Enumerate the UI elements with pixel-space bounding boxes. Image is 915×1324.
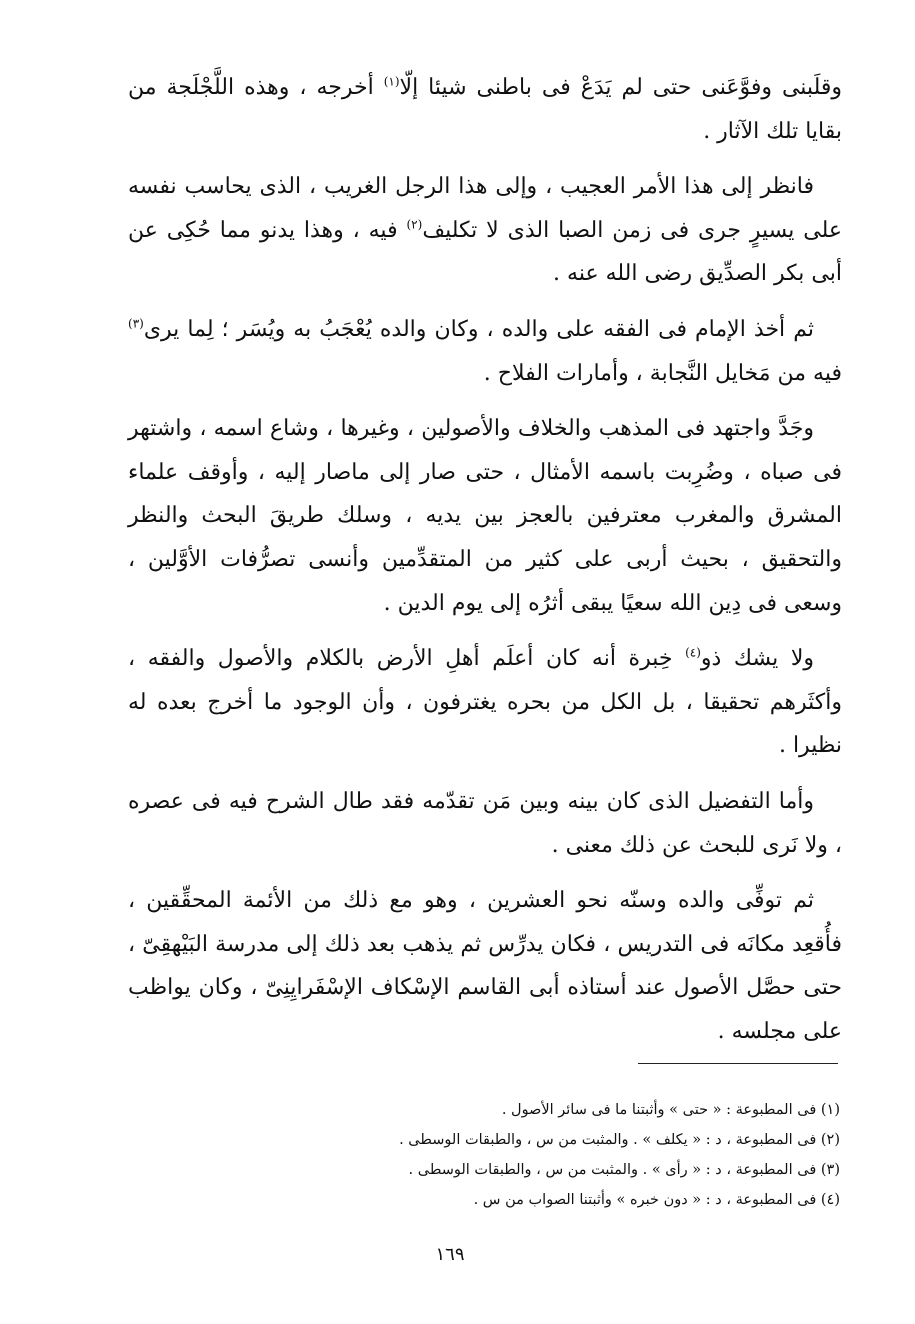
footnote-ref-2: (٢) xyxy=(406,217,423,232)
text-run: ولا يشك ذو xyxy=(700,646,814,672)
paragraph-1 xyxy=(128,66,842,153)
text-run: فيه ، وهذا يدنو مما حُكِى عن أبى بكر الصدِّيق رضى الله عنه . xyxy=(128,217,842,287)
paragraph-5 xyxy=(128,637,842,768)
text-run: ثم أخذ الإمام فى الفقه على والده ، وكان والده يُعْجَبُ به ويُسَر ؛ لِما يرى xyxy=(143,316,815,342)
footnote-divider xyxy=(638,1063,838,1064)
footnote-3: (٣) فى المطبوعة ، د : « رأى » . والمثبت من س ، والطبقات الوسطى . xyxy=(408,1162,840,1178)
main-text xyxy=(128,66,842,1065)
paragraph-6 xyxy=(128,780,842,867)
footnotes xyxy=(200,1095,840,1215)
footnote-2: (٢) فى المطبوعة ، د : « يكلف » . والمثبت من س ، والطبقات الوسطى . xyxy=(399,1132,840,1148)
paragraph-3 xyxy=(128,308,842,395)
text-run: وأما التفضيل الذى كان بينه وبين مَن تقدّمه فقد طال الشرح فيه فى عصره ، ولا نَرى للبحث عن ذلك معنى . xyxy=(128,788,842,858)
footnote-1: (١) فى المطبوعة : « حتى » وأثبتنا ما فى سائر الأصول . xyxy=(501,1102,840,1118)
paragraph-2 xyxy=(128,165,842,296)
page-number: ١٦٩ xyxy=(435,1244,465,1265)
text-run: ثم توفِّى والده وسنّه نحو العشرين ، وهو مع ذلك من الأئمة المحقِّقين ، فأُقعِد مكانَه فى التدريس ، فكان يدرِّس ثم يذهب بعد ذلك إلى مدرسة البَيْهقِىّ ، حتى حصَّل الأصول عند أستاذه أبى القاسم الإسْكاف الإسْفَرايِنِىّ ، وكان يواظب على مجلسه . xyxy=(128,888,842,1044)
text-run: خِبرة أنه كان أعلَم أهلِ الأرض بالكلام والأصول والفقه ، وأكثَرهم تحقيقا ، بل الكل من بحره يغترفون ، وأن الوجود ما أخرج بعده له نظيرا . xyxy=(128,646,842,759)
paragraph-7 xyxy=(128,879,842,1053)
footnote-ref-1: (١) xyxy=(383,74,400,89)
paragraph-4 xyxy=(128,407,842,625)
text-run: وجَدَّ واجتهد فى المذهب والخلاف والأصولين ، وغيرها ، وشاع اسمه ، واشتهر فى صباه ، وضُرِبت باسمه الأمثال ، حتى صار إلى ماصار إليه ، وأوقف علماء المشرق والمغرب معترفين بالعجز بين يديه ، وسلك طريقَ البحث والنظر والتحقيق ، بحيث أربى على كثير من المتقدِّمين وأنسى تصرُّفات الأوَّلين ، وسعى فى دِين الله سعيًا يبقى أثرُه إلى يوم الدين . xyxy=(128,416,842,616)
text-run: وقلَبنى وفوَّعَنى حتى لم يَدَعْ فى باطنى شيئا إلّا xyxy=(399,75,842,100)
footnote-ref-4: (٤) xyxy=(685,645,701,660)
footnote-ref-3: (٣) xyxy=(128,316,144,331)
text-run: أخرجه ، وهذه اللَّجْلَجة من بقايا تلك الآثار . xyxy=(128,75,842,144)
text-run: فيه من مَخايل النَّجابة ، وأمارات الفلاح . xyxy=(483,360,842,386)
footnote-4: (٤) فى المطبوعة ، د : « دون خبره » وأثبتنا الصواب من س . xyxy=(473,1192,840,1208)
text-run: فانظر إلى هذا الأمر العجيب ، وإلى هذا الرجل الغريب ، الذى يحاسب نفسه على يسيرٍ جرى فى زمن الصبا الذى لا تكليف xyxy=(128,174,842,243)
